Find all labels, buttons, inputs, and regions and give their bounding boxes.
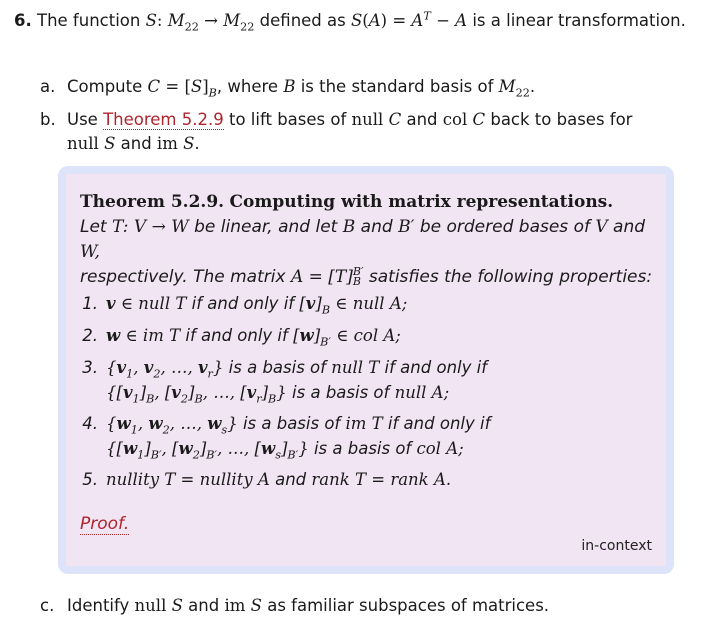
part-a-text: Compute (67, 77, 143, 96)
part-c-text: Identify (67, 596, 130, 615)
theorem-item-2: 2. w ∈ im T if and only if $[w]_{B'}$ ∈ col A; (106, 323, 646, 348)
theorem-statement: Theorem 5.2.9. Computing with matrix representations. Let T: V → W be linear, and let B and B′ be ordered bases of V and W, respectively. The matrix A = [T] B′ B satisfies the following properties: (80, 192, 653, 288)
in-context-link[interactable]: in-context (581, 538, 652, 554)
part-c-label: c. (40, 596, 55, 615)
part-b-and1: and (406, 110, 438, 129)
part-b-label: b. (40, 110, 56, 129)
item-3-text-a: is a basis of (228, 358, 326, 377)
part-a-label: a. (40, 77, 56, 96)
stmt-and2: and (613, 217, 646, 237)
theorem-item-3: 3. {$v_1$, $v_2$, …, $v_r$} is a basis of null T if and only if {$[v_1]_B$, $[v_2]_B$, …, $[v_r]_B$} is a basis of null A; (106, 355, 646, 405)
theorem-content (66, 174, 666, 566)
item-4-num: 4. (82, 414, 98, 433)
item-5-num: 5. (82, 470, 98, 489)
part-b-back: back to bases for (490, 110, 633, 129)
stmt-bases: be ordered bases of (419, 217, 590, 237)
item-3-num: 3. (82, 358, 98, 377)
item-3-text-b: if and only if (384, 358, 488, 377)
part-a-where: , where (216, 77, 279, 96)
item-4-text-b: if and only if (387, 414, 491, 433)
stmt-respectively: respectively. The matrix (80, 267, 286, 287)
theorem-item-5: 5. nullity T = nullity A and rank T = rank A. (106, 467, 646, 492)
part-b-lift: to lift bases of (228, 110, 347, 129)
theorem-box (58, 166, 674, 574)
part-c: c. Identify null S and im S as familiar subspaces of matrices. (67, 594, 549, 618)
stmt-satisfies: satisfies the following properties: (368, 267, 653, 287)
problem-linear-text: is a linear transformation. (472, 11, 686, 30)
item-1-text: if and only if (191, 294, 295, 313)
stmt-and: and (360, 217, 393, 237)
theorem-name: Computing with matrix representations. (229, 192, 614, 212)
theorem-item-1: 1. v ∈ null T if and only if $[v]_B$ ∈ null A; (106, 291, 646, 316)
problem-intro: The function (37, 11, 141, 30)
part-c-and: and (188, 596, 220, 615)
part-c-subspaces: as familiar subspaces of matrices. (267, 596, 550, 615)
item-5-text: and (275, 470, 307, 489)
part-a-basis: is the standard basis of (300, 77, 494, 96)
part-b-text: Use (67, 110, 98, 129)
part-b: b. Use Theorem 5.2.9 to lift bases of null C and col C back to bases for null S and im S. (40, 110, 633, 153)
stmt-let: Let (80, 217, 107, 237)
item-4-text-c: is a basis of (313, 439, 412, 458)
problem-defined-as: defined as (259, 11, 346, 30)
item-4-text-a: is a basis of (242, 414, 341, 433)
part-a: a. Compute $C = [S]_B$, where B is the standard basis of $M_{22}$. (40, 77, 536, 100)
theorem-title: Theorem 5.2.9. (80, 192, 225, 212)
proof-link[interactable]: Proof. (80, 514, 130, 534)
item-2-text: if and only if (185, 326, 288, 345)
item-3-text-c: is a basis of (292, 383, 390, 402)
stmt-linear: be linear, and let (194, 217, 338, 237)
problem-statement: 6. The function S: $M_{22} \to M_{22}$ defined as $S(A) = A^T - A$ is a linear transformation. (14, 9, 686, 34)
item-2-num: 2. (82, 326, 98, 345)
theorem-item-4: 4. {$w_1$, $w_2$, …, $w_s$} is a basis of im T if and only if {$[w_1]_{B'}$, $[w_2]_{B'}$, …, $[w_s]_{B'}$} is a basis of col A; (106, 411, 646, 461)
part-b-and2: and (120, 134, 152, 153)
theorem-link[interactable]: Theorem 5.2.9 (103, 110, 224, 129)
item-1-num: 1. (82, 294, 98, 313)
problem-number: 6. (14, 11, 32, 30)
